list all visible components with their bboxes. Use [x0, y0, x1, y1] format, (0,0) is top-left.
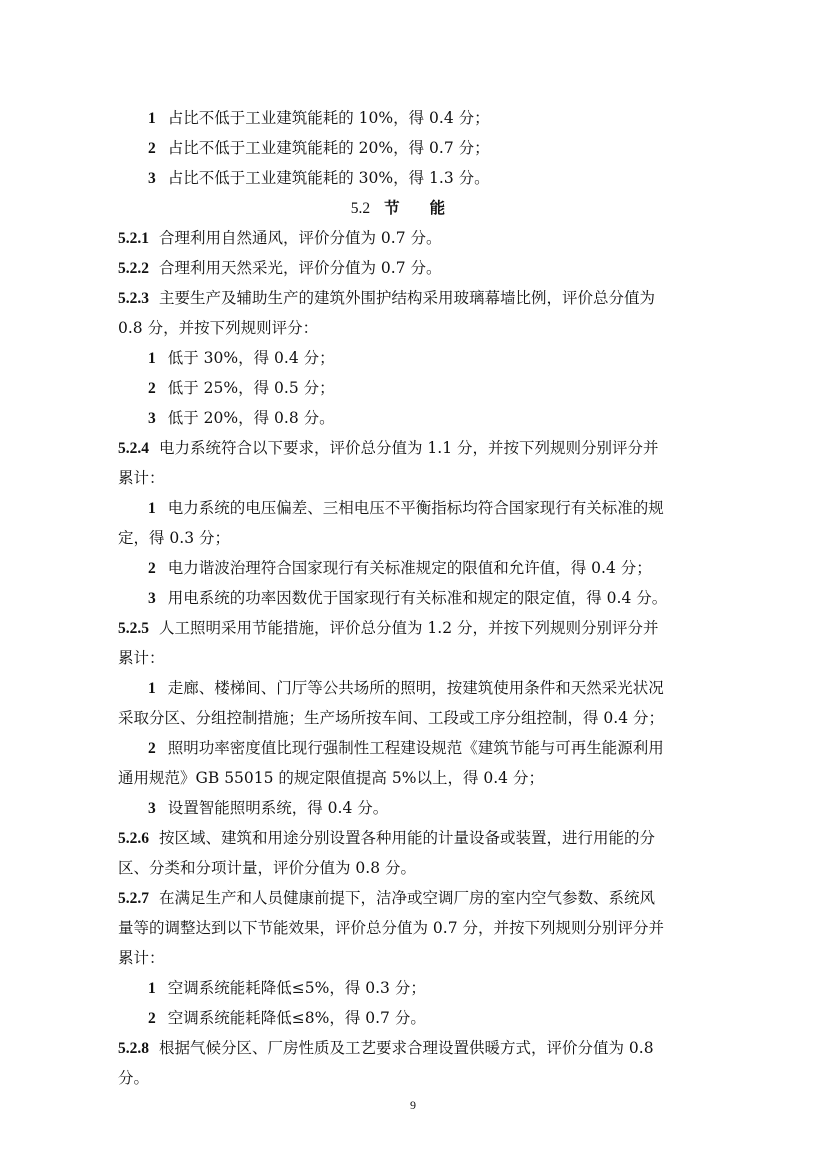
list-item: 2 电力谐波治理符合国家现行有关标准规定的限值和允许值，得 0.4 分；: [148, 559, 652, 577]
list-item: 2 占比不低于工业建筑能耗的 20%，得 0.7 分；: [148, 139, 490, 157]
clause-5-2-2: 5.2.2 合理利用天然采光，评价分值为 0.7 分。: [118, 259, 442, 277]
clause-text-line: 量等的调整达到以下节能效果，评价总分值为 0.7 分，并按下列规则分别评分并: [118, 919, 665, 937]
list-item: 1 占比不低于工业建筑能耗的 10%，得 0.4 分；: [148, 109, 490, 127]
list-item: 2 空调系统能耗降低≤8%，得 0.7 分。: [148, 1009, 426, 1027]
clause-text-line: 累计：: [118, 949, 165, 967]
list-item-continuation: 采取分区、分组控制措施；生产场所按车间、工段或工序分组控制，得 0.4 分；: [118, 709, 665, 727]
list-item: 3 占比不低于工业建筑能耗的 30%，得 1.3 分。: [148, 169, 490, 187]
clause-text-line: 累计：: [118, 469, 165, 487]
clause-5-2-6: 5.2.6 按区域、建筑和用途分别设置各种用能的计量设备或装置，进行用能的分: [118, 829, 656, 847]
clause-text-line: 分。: [118, 1069, 150, 1087]
page-number: 9: [410, 1098, 416, 1112]
clause-5-2-1: 5.2.1 合理利用自然通风，评价分值为 0.7 分。: [118, 229, 442, 247]
clause-text-line: 累计：: [118, 649, 165, 667]
list-item-continuation: 定，得 0.3 分；: [118, 529, 231, 547]
clause-5-2-5: 5.2.5 人工照明采用节能措施，评价总分值为 1.2 分，并按下列规则分别评分并: [118, 619, 659, 637]
clause-5-2-8: 5.2.8 根据气候分区、厂房性质及工艺要求合理设置供暖方式，评价分值为 0.8: [118, 1039, 654, 1057]
list-item: 2 低于 25%，得 0.5 分；: [148, 379, 335, 397]
list-item: 3 低于 20%，得 0.8 分。: [148, 409, 335, 427]
clause-text-line: 区、分类和分项计量，评价分值为 0.8 分。: [118, 859, 417, 877]
clause-text-line: 0.8 分，并按下列规则评分：: [118, 319, 319, 337]
clause-5-2-3: 5.2.3 主要生产及辅助生产的建筑外围护结构采用玻璃幕墙比例，评价总分值为: [118, 289, 656, 307]
section-heading: 5.2 节能: [350, 198, 476, 217]
list-item: 1 低于 30%，得 0.4 分；: [148, 349, 335, 367]
list-item: 2 照明功率密度值比现行强制性工程建设规范《建筑节能与可再生能源利用: [148, 739, 664, 757]
clause-5-2-7: 5.2.7 在满足生产和人员健康前提下，洁净或空调厂房的室内空气参数、系统风: [118, 889, 656, 907]
list-item: 3 设置智能照明系统，得 0.4 分。: [148, 799, 389, 817]
clause-5-2-4: 5.2.4 电力系统符合以下要求，评价总分值为 1.1 分，并按下列规则分别评分并: [118, 439, 659, 457]
list-item: 1 电力系统的电压偏差、三相电压不平衡指标均符合国家现行有关标准的规: [148, 499, 664, 517]
list-item-continuation: 通用规范》GB 55015 的规定限值提高 5%以上，得 0.4 分；: [118, 769, 544, 787]
list-item: 1 走廊、楼梯间、门厅等公共场所的照明，按建筑使用条件和天然采光状况: [148, 679, 664, 697]
list-item: 3 用电系统的功率因数优于国家现行有关标准和规定的限定值，得 0.4 分。: [148, 589, 668, 607]
list-item: 1 空调系统能耗降低≤5%，得 0.3 分；: [148, 979, 426, 997]
